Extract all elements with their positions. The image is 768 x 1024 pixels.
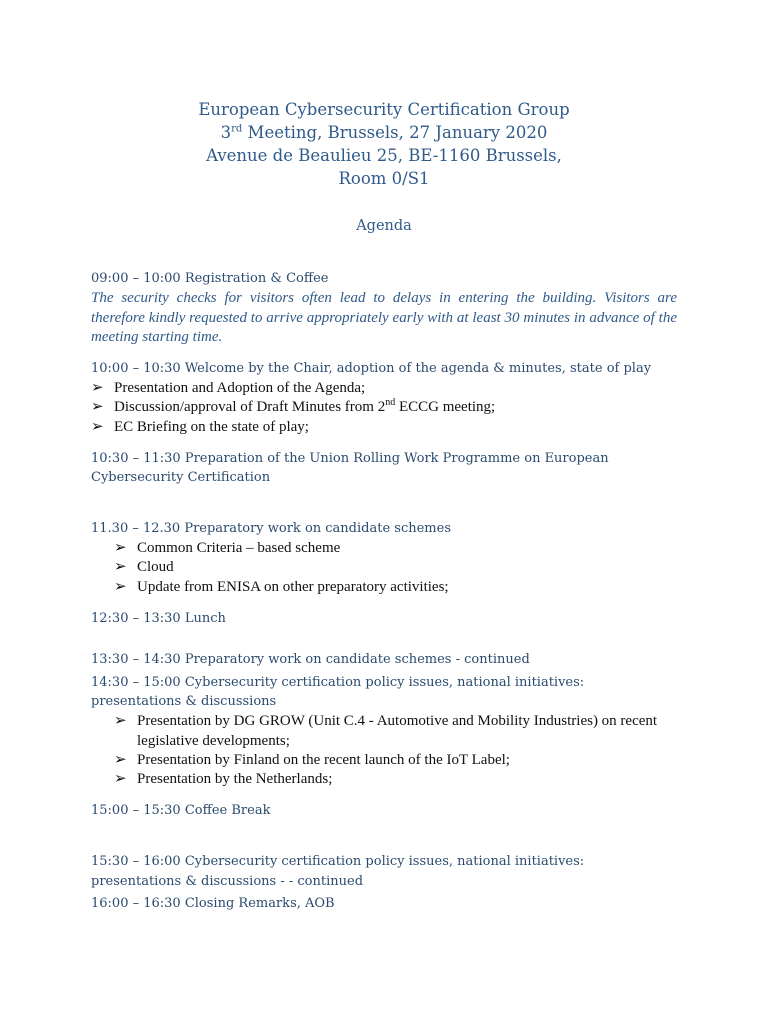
prep-bullet-1: ➢ Common Criteria – based scheme bbox=[114, 539, 340, 559]
policy-continued-heading-line-1: 15:30 – 16:00 Cybersecurity certification policy issues, national initiatives: bbox=[91, 854, 585, 869]
arrow-bullet-icon: ➢ bbox=[114, 579, 127, 595]
header-address: Avenue de Beaulieu 25, BE-1160 Brussels, bbox=[206, 146, 562, 165]
urwp-heading-line-2: Cybersecurity Certification bbox=[91, 470, 271, 485]
header-title: European Cybersecurity Certification Group bbox=[198, 100, 570, 119]
header-meeting-suffix: rd bbox=[231, 123, 243, 135]
welcome-bullet-1: ➢ Presentation and Adoption of the Agenda; bbox=[91, 379, 365, 399]
arrow-bullet-icon: ➢ bbox=[91, 419, 104, 435]
policy-bullet-3: ➢ Presentation by the Netherlands; bbox=[114, 770, 332, 790]
arrow-bullet-icon: ➢ bbox=[114, 559, 127, 575]
welcome-bullet-2: ➢ Discussion/approval of Draft Minutes from 2nd ECCG meeting; bbox=[91, 398, 495, 418]
lunch-heading: 12:30 – 13:30 Lunch bbox=[91, 611, 226, 626]
policy-heading-line-2: presentations & discussions bbox=[91, 694, 277, 709]
policy-heading-line-1: 14:30 – 15:00 Cybersecurity certification policy issues, national initiatives: bbox=[91, 675, 585, 690]
document-header bbox=[0, 98, 768, 190]
coffee-break-heading: 15:00 – 15:30 Coffee Break bbox=[91, 803, 271, 818]
agenda-title: Agenda bbox=[356, 218, 412, 234]
prep-bullet-3: ➢ Update from ENISA on other preparatory activities; bbox=[114, 578, 449, 598]
header-meeting bbox=[0, 121, 768, 144]
header-meeting-number: 3 bbox=[220, 123, 232, 142]
welcome-heading: 10:00 – 10:30 Welcome by the Chair, adoption of the agenda & minutes, state of play bbox=[91, 361, 652, 376]
policy-bullet-2: ➢ Presentation by Finland on the recent launch of the IoT Label; bbox=[114, 751, 510, 771]
welcome-bullet-3: ➢ EC Briefing on the state of play; bbox=[91, 418, 309, 438]
policy-continued-heading-line-2: presentations & discussions - - continued bbox=[91, 874, 364, 889]
arrow-bullet-icon: ➢ bbox=[114, 752, 127, 768]
arrow-bullet-icon: ➢ bbox=[114, 713, 127, 729]
arrow-bullet-icon: ➢ bbox=[114, 540, 127, 556]
urwp-heading-line-1: 10:30 – 11:30 Preparation of the Union Rolling Work Programme on European bbox=[91, 451, 609, 466]
prep-heading: 11.30 – 12.30 Preparatory work on candidate schemes bbox=[91, 521, 451, 536]
prep-bullet-2: ➢ Cloud bbox=[114, 558, 174, 578]
prep-continued-heading: 13:30 – 14:30 Preparatory work on candidate schemes - continued bbox=[91, 652, 530, 667]
arrow-bullet-icon: ➢ bbox=[114, 771, 127, 787]
registration-heading: 09:00 – 10:00 Registration & Coffee bbox=[91, 271, 329, 286]
closing-heading: 16:00 – 16:30 Closing Remarks, AOB bbox=[91, 896, 335, 911]
header-meeting-rest: Meeting, Brussels, 27 January 2020 bbox=[242, 123, 548, 142]
arrow-bullet-icon: ➢ bbox=[91, 399, 104, 415]
arrow-bullet-icon: ➢ bbox=[91, 380, 104, 396]
security-note: The security checks for visitors often lead to delays in entering the building. Visitors are therefore kindly requested to arrive appropriately early with at least 30 minutes in advance of the meeting starting time. bbox=[91, 290, 677, 345]
header-room: Room 0/S1 bbox=[338, 169, 430, 188]
policy-bullet-1: ➢ Presentation by DG GROW (Unit C.4 - Automotive and Mobility Industries) on recent legislative developments; bbox=[114, 713, 658, 749]
